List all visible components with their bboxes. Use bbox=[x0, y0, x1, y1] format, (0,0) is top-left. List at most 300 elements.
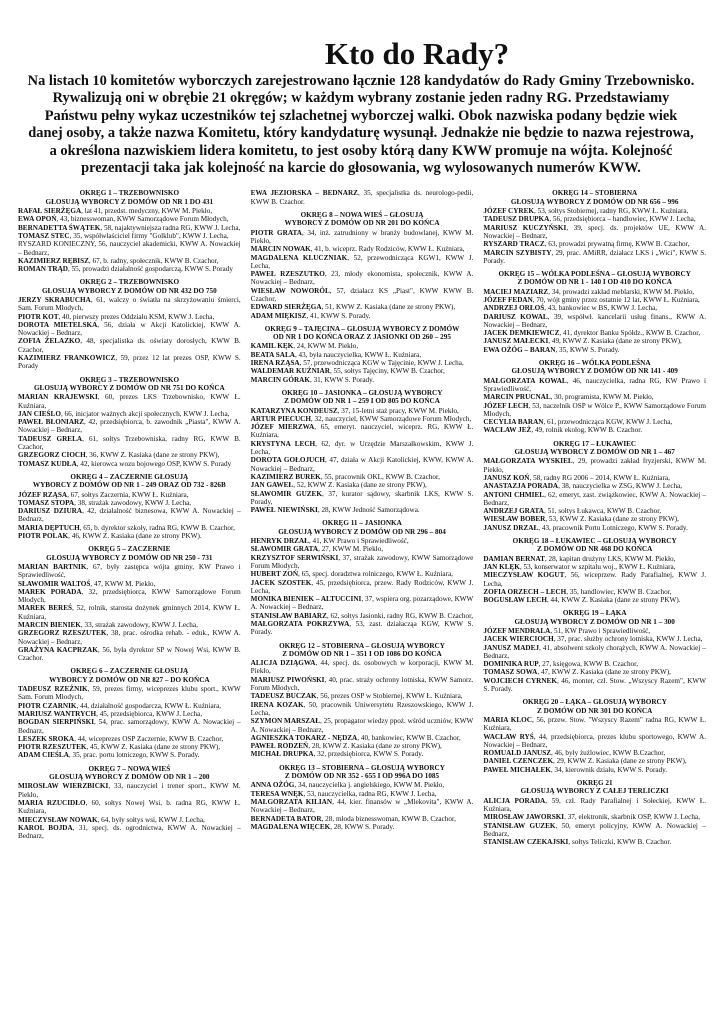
candidate-entry bbox=[483, 337, 706, 345]
district-heading-line: OKRĘG 11 – JASIONKA bbox=[322, 519, 402, 528]
candidate-name: JERZY SKRABUCHA bbox=[18, 296, 91, 304]
candidate-details: , 60, prezes LKS Trzebownisko, KWW Ł. Kuźniara, bbox=[18, 393, 241, 410]
candidate-details: , 37, strażak zawodowy, KWW Samorządowe Forum Młodych, bbox=[250, 553, 474, 570]
candidate-details: , 30, programista, KWW M. Piekło, bbox=[550, 393, 654, 402]
district-heading bbox=[483, 440, 706, 457]
candidate-details: , 36, KWW Z. Kasiaka (dane ze strony PKW), bbox=[85, 451, 220, 460]
candidate-details: , 65, b. dyrektor szkoły, radna RG, KWW B. Czachor, bbox=[79, 523, 235, 532]
candidate-name: MARIA DĘPTUCH bbox=[18, 523, 80, 532]
candidate-details: , 40, bankowiec, KWW B. Czachor, bbox=[357, 733, 461, 742]
district-heading bbox=[18, 376, 241, 393]
candidate-entry bbox=[251, 717, 474, 734]
candidate-entry bbox=[18, 604, 241, 621]
candidate-entry bbox=[18, 735, 241, 743]
candidate-name: JAN CIEŚLO bbox=[18, 409, 61, 418]
district-heading bbox=[483, 270, 706, 287]
candidate-entry bbox=[251, 545, 474, 553]
candidate-details: RYSZARD KONIECZNY, 56, nauczyciel akademicki, KWW A. Nowackiej – Bednarz, bbox=[18, 240, 241, 257]
candidate-name: JACEK SZOSTEK bbox=[250, 578, 312, 587]
candidate-name: MARIUSZ WANTRYCH bbox=[18, 709, 97, 718]
candidate-name: WACŁAW RYŚ bbox=[483, 732, 534, 741]
candidate-entry bbox=[251, 254, 474, 271]
candidate-entry bbox=[251, 823, 474, 831]
district-heading-line: Z DOMÓW OD NR 1 – 259 I OD 805 DO KOŃCA bbox=[284, 397, 440, 406]
candidate-name: JÓZEF MIERZWA bbox=[250, 423, 315, 432]
candidate-name: PIOTR KOT bbox=[18, 312, 59, 321]
candidate-entry bbox=[251, 570, 474, 578]
candidate-details: , 32, nauczyciel, KWW Samorządowe Forum Młodych, bbox=[310, 414, 472, 423]
district-heading-line: OKRĘG 5 – ZACZERNIE bbox=[88, 545, 171, 554]
candidate-name: JANUSZ DRZAŁ bbox=[483, 523, 539, 532]
district-block bbox=[483, 537, 706, 604]
candidate-name: KATARZYNA KONDEUSZ bbox=[250, 406, 338, 415]
candidate-details: , 59, prezes firmy, wiceprezes klubu sport., KWW Sam. Forum Młodych, bbox=[18, 685, 241, 702]
candidate-entry bbox=[18, 685, 241, 702]
candidate-entry bbox=[251, 595, 474, 612]
candidate-entry bbox=[483, 644, 706, 661]
district-heading-line: OKRĘG 3 – TRZEBOWNISKO bbox=[79, 375, 180, 384]
district-heading-line: OKRĘG 2 – TRZEBOWNISKO bbox=[79, 278, 180, 287]
candidate-name: ANDRZEJ GRATA bbox=[483, 507, 544, 516]
candidate-entry bbox=[18, 232, 241, 240]
district-heading bbox=[18, 473, 241, 490]
candidate-entry bbox=[18, 337, 241, 354]
candidate-name: WOJCIECH CYRNEK bbox=[483, 676, 557, 685]
candidate-details: , 24, KWW M. Piekło, bbox=[293, 342, 359, 351]
candidate-details: , 35, współwłaściciel firmy "Golklub", KWW J. Lecha, bbox=[69, 231, 229, 240]
district-heading-line: WYBORCY Z DOMÓW OD NR 1 - 249 ORAZ OD 732 - 826B bbox=[32, 481, 226, 490]
candidate-name: TADEUSZ DRUPKA bbox=[483, 215, 550, 224]
candidate-entry bbox=[18, 710, 241, 718]
district-block bbox=[483, 609, 706, 693]
candidate-details: , 23, młody ekonomista, społecznik, KWW A. Nowackiej – Bednarz, bbox=[250, 270, 474, 287]
candidate-entry bbox=[251, 781, 474, 789]
candidate-details: , 35, handlowiec, KWW B. Czachor, bbox=[566, 587, 672, 596]
candidate-name: JANUSZ MADEJ bbox=[483, 643, 539, 652]
candidate-details: , 63, prowadzi prywatną firmę, KWW B. Czachor, bbox=[544, 240, 690, 249]
candidate-name: KAZIMIERZ FRANKOWICZ bbox=[18, 354, 116, 363]
candidate-details: , 61, sołtys Trzebowniska, radny RG, KWW B. Czachor, bbox=[18, 434, 241, 452]
candidate-details: , 52, przewodnicząca KGW1, KWW J. Lecha, bbox=[250, 253, 474, 270]
candidate-name: ZOFIA ŻELAZKO bbox=[18, 337, 81, 346]
candidate-details: , 29, KWW Z. Kasiaka (dane ze strony PKW), bbox=[553, 757, 687, 766]
candidate-details: , 46, monter, czł. Stow. „Wszyscy Razem", KWW S. Porady. bbox=[483, 676, 707, 694]
candidate-details: , 37, elektronik, skarbnik OSP, KWW J. Lecha, bbox=[564, 813, 700, 822]
article-title: Kto do Rady? bbox=[324, 36, 510, 71]
candidate-details: , lat 41, przedst. medyczny, KWW M. Piekło, bbox=[81, 207, 213, 216]
candidate-entry bbox=[18, 257, 241, 265]
candidate-entry bbox=[483, 677, 706, 694]
candidate-entry bbox=[251, 506, 474, 514]
candidate-entry bbox=[251, 579, 474, 596]
candidate-name: CECYLIA BARAN bbox=[483, 418, 544, 427]
district-block bbox=[251, 764, 474, 831]
candidate-name: DANIEL CZENCZEK bbox=[483, 757, 554, 766]
district-heading-line: GŁOSUJĄ WYBORCY Z DOMÓW OD NR 141 - 409 bbox=[511, 367, 678, 376]
candidate-entry bbox=[483, 668, 706, 676]
candidate-entry bbox=[251, 790, 474, 798]
candidate-details: , 52, KWW Z. Kasiaka (dane ze strony PKW), bbox=[293, 481, 427, 490]
candidate-name: ADAM CIEŚLA bbox=[18, 751, 69, 760]
candidate-name: ANNA OŻÓG bbox=[250, 781, 295, 790]
district-block bbox=[483, 440, 706, 532]
candidate-entry bbox=[18, 435, 241, 452]
candidate-details: , 40, pierwszy prezes Oddziału KSM, KWW J. Lecha, bbox=[58, 312, 215, 321]
candidate-name: MAŁGORZATA KILIAN bbox=[250, 797, 333, 806]
candidate-entry bbox=[483, 555, 706, 563]
candidate-name: ANASTAZJA PORADA bbox=[483, 482, 559, 491]
candidate-entry bbox=[18, 621, 241, 629]
candidate-details: , 51, KW Prawo i Sprawiedliwość, bbox=[550, 626, 651, 635]
candidate-details: , 28, KWW Jedność Samorządowa. bbox=[317, 506, 420, 515]
candidate-entry bbox=[483, 733, 706, 750]
candidate-name: TADEUSZ RZEŹNIK bbox=[18, 685, 88, 694]
candidate-details: , 56, była dyrektor SP w Nowej Wsi, KWW B. Czachor. bbox=[18, 645, 241, 663]
candidate-name: DAMIAN BERNAT bbox=[483, 554, 545, 563]
candidate-details: , 50, pracownik Uniwersytetu Rzeszowskiego, KWW J. Lecha, bbox=[250, 700, 474, 717]
candidate-name: WIESŁAW BOBER bbox=[483, 515, 546, 524]
candidate-details: , 42, działalność biznesowa, KWW A. Nowackiej – Bednarz, bbox=[18, 507, 241, 524]
district-heading-line: OKRĘG 18 – ŁUKAWIEC – GŁOSUJĄ WYBORCY bbox=[512, 537, 677, 546]
candidate-name: TOMASZ STEC bbox=[18, 231, 70, 240]
candidate-details: , 35, prac. portu lotniczego, KWW S. Porady. bbox=[68, 751, 200, 760]
candidate-name: JACEK DEMKIEWICZ bbox=[483, 329, 560, 338]
candidate-entry bbox=[251, 415, 474, 423]
candidate-name: MONIKA BIENIEK – ALTUCCINI bbox=[250, 595, 362, 604]
candidate-entry bbox=[483, 215, 706, 223]
candidate-details: , 65, emeryt. nauczyciel, wiceprz. RG, KWW Ł. Kuźniara, bbox=[250, 423, 474, 440]
candidate-details: , 59, czł. Rady Parafialnej i Sołeckiej, KWW Ł. Kuźniara, bbox=[483, 796, 706, 813]
candidate-name: ANTONI CHMIEL bbox=[483, 490, 545, 499]
candidate-details: , 55, pracownik OKL, KWW B. Czachor, bbox=[320, 472, 440, 481]
article-lead: Na listach 10 komitetów wyborczych zarejestrowano łącznie 128 kandydatów do Rady Gminy Trzebownisko. Rywalizują oni w obrębie 21 okręgów; w każdym wybrany zostanie jeden radny RG. Przedstawiamy Państwu pełny wykaz uczestników tej szlachetnej wyborczej walki. Obok nazwiska podany będzie wiek danej osoby, a także nazwa Komitetu, który kandydaturę wysunął. Jednakże nie będzie to nazwa rejestrowa, a określona nazwiskiem lidera komitetu, to jest osoby którą dany KWW promuje na wójta. Kolejność prezentacji taka jak kolejność na karcie do głosowania, wg wylosowanych numerów KWW. bbox=[27, 73, 695, 177]
candidate-details: , 62, sołtys Jasionki, radny RG, KWW B. Czachor, bbox=[326, 611, 474, 620]
candidate-entry bbox=[483, 482, 706, 490]
candidate-details: , 41, KWW S. Porady. bbox=[306, 311, 371, 320]
candidate-entry bbox=[251, 312, 474, 320]
district-heading-line: GŁOSUJĄ WYBORCY Z DOMÓW OD NR 250 - 731 bbox=[46, 553, 213, 562]
candidate-name: IRENA RZĄSA bbox=[250, 359, 300, 368]
candidate-details: , 48, specjalistka ds. oświaty dorosłych, KWW B. Czachor, bbox=[18, 337, 241, 354]
district-heading-line: OKRĘG 17 – ŁUKAWIEC bbox=[553, 439, 637, 448]
candidate-entry bbox=[18, 824, 241, 841]
candidate-name: TOMASZ SOWA bbox=[483, 668, 538, 677]
candidate-entry bbox=[483, 224, 706, 241]
candidate-name: EWA OŻÓG – BARAN bbox=[483, 345, 556, 354]
candidate-name: PAWEŁ BŁONIARZ bbox=[18, 418, 85, 427]
candidate-name: STANISŁAW BABIARZ bbox=[250, 611, 327, 620]
district-heading bbox=[483, 779, 706, 796]
district-block bbox=[18, 189, 241, 273]
district-block bbox=[483, 359, 706, 435]
candidate-details: , 51, sołtys Łukawca, KWW B. Czachor, bbox=[543, 507, 662, 516]
candidate-name: SZYMON MARSZAŁ bbox=[250, 717, 320, 726]
candidate-details: , 34, kierownik działu, KWW S. Porady. bbox=[550, 765, 668, 774]
district-heading bbox=[483, 609, 706, 626]
candidate-details: , 31, KWW S. Porady. bbox=[309, 375, 375, 384]
candidate-details: , 46, KWW Z. Kasiaka (dane ze strony PKW). bbox=[68, 532, 202, 541]
candidate-name: GRZEGORZ RZESZUTEK bbox=[18, 629, 107, 638]
district-heading-line: GŁOSUJĄ WYBORCY Z CAŁEJ TERLICZKI bbox=[520, 787, 669, 796]
candidate-details: , sołtys Teliczki, KWW B. Czachor. bbox=[568, 838, 672, 847]
candidate-name: ROMAN TRĄD bbox=[18, 265, 68, 274]
candidate-entry bbox=[251, 473, 474, 481]
candidate-details: , 28, KWW S. Porady. bbox=[330, 822, 395, 831]
candidate-name: ALICJA DZIĄGWA bbox=[250, 659, 316, 668]
candidate-name: MACIEJ MAZIARZ bbox=[483, 287, 549, 296]
candidate-details: , 53, nauczycielka, radna RG, KWW J. Lecha, bbox=[303, 789, 437, 798]
candidate-details: , 61, przewodnicząca KGW, KWW J. Lecha, bbox=[543, 418, 673, 427]
district-heading-line: GŁOSUJĄ WYBORCY Z DOMÓW OD NR 656 – 996 bbox=[510, 197, 679, 206]
district-heading-line: OKRĘG 8 – NOWA WIEŚ – GŁOSUJĄ bbox=[300, 211, 424, 220]
candidate-entry bbox=[483, 716, 706, 733]
candidate-name: STANISŁAW CZEKAJSKI bbox=[483, 838, 569, 847]
candidate-name: HUBERT ZOŃ bbox=[250, 570, 299, 579]
candidate-entry bbox=[483, 377, 706, 394]
candidate-details: , 29, prac. AMiRR, działacz LKS i „Wici", KWW S. Porady. bbox=[483, 248, 706, 265]
candidate-details: , 53, zast. działacząa KGW, KWW S. Porady. bbox=[250, 619, 474, 637]
district-block bbox=[251, 325, 474, 384]
candidate-details: , 41, b. wiceprz. Rady Rodziców, KWW Ł. Kuźniara, bbox=[310, 245, 465, 254]
candidate-name: EWA JEZIORSKA – BEDNARZ bbox=[250, 189, 358, 198]
candidate-entry bbox=[483, 426, 706, 434]
candidate-entry bbox=[483, 515, 706, 523]
district-heading bbox=[18, 278, 241, 295]
candidate-entry bbox=[18, 702, 241, 710]
candidate-details: , 39, specj. ds. projektów UE, KWW A. Nowackiej – Bednarz, bbox=[483, 223, 707, 240]
district-heading-line: OD NR 1 DO KOŃCA ORAZ Z JASIONKI OD 260 – 295 bbox=[273, 333, 451, 342]
candidate-entry bbox=[18, 393, 241, 410]
candidate-details: , 41, dyrektor Banku Spółdz., KWW B. Czachor, bbox=[559, 329, 701, 338]
candidate-entry bbox=[18, 499, 241, 507]
candidate-details: , 56, wiceprzew. Rady Parafialnej, KWW J. Lecha, bbox=[483, 571, 707, 588]
candidate-details: , 39, współwł. kancelarii usług finans., KWW A. Nowackiej – Bednarz, bbox=[483, 312, 707, 329]
candidate-details: , 34, nauczycielka j. angielskiego, KWW M. Piekło, bbox=[294, 781, 445, 790]
district-heading-line: GŁOSUJĄ WYBORCY Z DOMÓW OD NR 1 DO 431 bbox=[45, 197, 214, 206]
candidate-entry bbox=[18, 296, 241, 313]
candidate-columns bbox=[18, 189, 706, 851]
candidate-name: WIESŁAW NOWORÓL bbox=[250, 286, 330, 295]
candidate-name: TOMASZ KUDŁA bbox=[18, 459, 77, 468]
candidate-name: IRENA KOZAK bbox=[250, 700, 304, 709]
candidate-details: , 64, były sołtys wsi, KWW J. Lecha, bbox=[97, 815, 205, 824]
candidate-entry bbox=[18, 410, 241, 418]
candidate-details: , 42, kierowca wozu bojowego OSP, KWW S. Porady bbox=[76, 459, 232, 468]
candidate-name: PIOTR RZESZUTEK bbox=[18, 743, 87, 752]
candidate-entry bbox=[18, 460, 241, 468]
candidate-name: DOMINIKA RUP bbox=[483, 660, 539, 669]
candidate-entry bbox=[251, 490, 474, 507]
candidate-name: WALDEMAR KUŹNIAR bbox=[250, 367, 330, 376]
candidate-entry bbox=[18, 816, 241, 824]
candidate-details: , 45, przedsiębiorca, przew. Rady Rodziców, KWW J. Lecha, bbox=[250, 578, 474, 595]
district-block bbox=[483, 270, 706, 354]
candidate-details: , 31, specj. ds. ogrodnictwa, KWW A. Nowackiej – Bednarz, bbox=[18, 823, 241, 841]
candidate-name: ARTUR PIECUCH bbox=[250, 414, 311, 423]
district-block bbox=[18, 667, 241, 759]
candidate-name: MARCIN NOWAK bbox=[250, 245, 311, 254]
district-heading bbox=[483, 189, 706, 206]
candidate-details: , 32, przedsiębiorca, KWW Samorządowe Forum Młodych, bbox=[18, 587, 241, 605]
candidate-details: , 38, nauczycielka w ZSG, KWW J. Lecha, bbox=[558, 482, 683, 491]
candidate-entry bbox=[18, 215, 241, 223]
candidate-details: , 46, nauczycielka, radna RG, KW Prawo i Sprawiedliwość, bbox=[483, 376, 707, 393]
candidate-details: , 57, przewodnicząca KGW w Tajęcinie, KWW J. Lecha, bbox=[299, 359, 464, 368]
district-heading-line: Z DOMÓW OD NR 301 DO KOŃCA bbox=[537, 706, 653, 715]
district-block bbox=[251, 642, 474, 759]
candidate-details: , 45, KWW Z. Kasiaka (dane ze strony PKW), bbox=[86, 743, 221, 752]
candidate-entry bbox=[18, 451, 241, 459]
district-heading-line: WYBORCY Z DOMÓW OD NR 201 DO KOŃCA bbox=[284, 219, 440, 228]
district-heading-line: OKRĘG 7 – NOWA WIEŚ bbox=[88, 764, 171, 773]
candidate-entry bbox=[18, 313, 241, 321]
candidate-entry bbox=[251, 815, 474, 823]
candidate-name: KAZIMIERZ RĘBISZ bbox=[18, 256, 89, 265]
candidate-entry bbox=[251, 620, 474, 637]
candidate-details: , 43, bankowiec w BS, KWW J. Lecha, bbox=[544, 304, 658, 313]
candidate-entry bbox=[483, 457, 706, 474]
candidate-details: , 37, prac. służby ochrony lotniska, KWW J. Lecha, bbox=[553, 635, 703, 644]
candidate-details: , 49, KWW Z. Kasiaka (dane ze strony PKW), bbox=[548, 337, 682, 346]
candidate-entry bbox=[483, 757, 706, 765]
candidate-name: KRYSTYNA LECH bbox=[250, 439, 316, 448]
candidate-name: MIROSŁAW JAWORSKI bbox=[483, 813, 565, 822]
candidate-details: , 43, była nauczycielka, KWW Ł. Kuźniara, bbox=[294, 350, 422, 359]
candidate-details: , 44, KWW Z. Kasiaka (dane ze strony PKW). bbox=[546, 596, 681, 605]
candidate-name: PIOTR GRATA bbox=[250, 228, 302, 237]
candidate-details: , 37, kurator sądowy, skarbnik LKS, KWW S. Porady, bbox=[250, 489, 474, 506]
candidate-name: BOGUSŁAW LECH bbox=[483, 596, 547, 605]
candidate-details: , 47, KWW M. Piekło, bbox=[90, 579, 156, 588]
candidate-entry bbox=[483, 838, 706, 846]
candidate-details: , 43, pracownik Portu Lotniczego, KWW S. Porady. bbox=[538, 523, 688, 532]
candidate-details: , 27, KWW M. Piekło, bbox=[318, 545, 384, 554]
candidate-name: TERESA WNĘK bbox=[250, 789, 304, 798]
candidate-name: DARIUSZ KOWAL bbox=[483, 312, 548, 321]
district-heading-line: WYBORCY Z DOMÓW OD NR 827 – DO KOŃCA bbox=[49, 675, 210, 684]
candidate-entry bbox=[483, 346, 706, 354]
candidate-name: BEATA SALA bbox=[250, 350, 295, 359]
candidate-name: MAGDALENA KLUCZNIAK bbox=[250, 253, 348, 262]
candidate-entry bbox=[483, 304, 706, 312]
candidate-name: PAWEŁ MICHAŁEK bbox=[483, 765, 551, 774]
candidate-entry bbox=[18, 265, 241, 273]
candidate-entry bbox=[18, 646, 241, 663]
candidate-entry bbox=[18, 240, 241, 257]
candidate-name: JAN KLĘK bbox=[483, 562, 520, 571]
candidate-entry bbox=[483, 313, 706, 330]
district-heading bbox=[251, 389, 474, 406]
candidate-name: MAŁGORZATA POKRZYWA bbox=[250, 619, 350, 628]
candidate-entry bbox=[483, 596, 706, 604]
candidate-entry bbox=[483, 588, 706, 596]
candidate-name: MARIA RZUCIDŁO bbox=[18, 798, 86, 807]
candidate-entry bbox=[251, 407, 474, 415]
candidate-name: JÓZEF RZĄSA bbox=[18, 490, 68, 499]
candidate-name: MIECZYSŁAW KOGUT bbox=[483, 571, 565, 580]
district-heading bbox=[483, 537, 706, 554]
candidate-name: MARCIN PRUCNAL bbox=[483, 393, 551, 402]
candidate-name: BOGDAN SIERPIŃSKI bbox=[18, 718, 95, 727]
candidate-details: , 53, naczelnik OSP w Wólce P., KWW Samorządowe Forum Młodych, bbox=[483, 401, 707, 418]
candidate-name: LESZEK SROKA bbox=[18, 734, 75, 743]
candidate-details: , 56, przew. Stow. "Wszyscy Razem" radna RG, KWW Ł. Kuźniara, bbox=[483, 715, 707, 733]
candidate-name: JAN GAWEŁ bbox=[250, 481, 294, 490]
district-heading-line: OKRĘG 20 – ŁĄKA – GŁOSUJĄ WYBORCY bbox=[522, 698, 667, 707]
candidate-details: , 41, absolwent szkoły chorążych, KWW A. Nowackiej – Bednarz, bbox=[483, 643, 707, 660]
district-block bbox=[483, 189, 706, 265]
candidate-entry bbox=[251, 734, 474, 742]
candidate-name: MAREK BEREŚ bbox=[18, 604, 72, 613]
candidate-entry bbox=[251, 676, 474, 693]
candidate-details: , 70, wójt gminy przez ostatnie 12 lat, KWW Ł. Kuźniara, bbox=[532, 296, 700, 304]
district-block bbox=[18, 765, 241, 841]
district-heading-line: OKRĘG 16 – WÓLKA PODLEŚNA bbox=[538, 359, 651, 368]
candidate-name: MARCIN SZYBISTY bbox=[483, 248, 552, 257]
candidate-name: MAGDALENA WIĘCEK bbox=[250, 822, 331, 831]
candidate-name: JÓZEF FEDAN bbox=[483, 296, 533, 304]
candidate-entry bbox=[251, 537, 474, 545]
district-heading-line: OKRĘG 15 – WÓLKA PODLEŚNA – GŁOSUJĄ WYBORCY bbox=[498, 270, 691, 279]
candidate-details: , 56, przedsiębiorca – handlowiec, KWW J. Lecha, bbox=[549, 215, 696, 224]
candidate-entry bbox=[483, 822, 706, 839]
candidate-entry bbox=[18, 224, 241, 232]
candidate-name: DOROTA MIETELSKA bbox=[18, 320, 98, 329]
candidate-details: , 44, działalność gospodarcza, KWW Ł. Kuźniara, bbox=[76, 701, 222, 710]
candidate-entry bbox=[251, 692, 474, 700]
district-heading bbox=[251, 519, 474, 536]
candidate-entry bbox=[18, 629, 241, 646]
candidate-entry bbox=[18, 524, 241, 532]
candidate-name: MAŁGORZATA WYSKIEL bbox=[483, 457, 573, 466]
candidate-details: , 37, 15-letni staż pracy, KWW M. Piekło, bbox=[337, 406, 459, 415]
candidate-details: , 35, KWW S. Porady. bbox=[555, 345, 620, 354]
candidate-name: MAREK PORADA bbox=[18, 587, 82, 596]
candidate-details: , 59, przez 12 lat prezes OSP, KWW S. Porady bbox=[18, 354, 241, 371]
district-block bbox=[251, 211, 474, 320]
candidate-details: , 54, prac. samorządowy, KWW A. Nowackiej – Bednarz, bbox=[18, 718, 241, 735]
district-block bbox=[18, 473, 241, 540]
column-3 bbox=[483, 189, 706, 851]
candidate-entry bbox=[483, 491, 706, 508]
candidate-details: , 27, księgowa, KWW B. Czachor, bbox=[538, 660, 639, 669]
district-heading bbox=[483, 698, 706, 715]
district-heading-line: OKRĘG 19 – ŁĄKA bbox=[562, 609, 627, 618]
candidate-entry bbox=[251, 303, 474, 311]
candidate-details: , 29, prowadzi zakład fryzjerski, KWW M. Piekło, bbox=[483, 457, 707, 474]
column-2 bbox=[251, 189, 474, 851]
candidate-name: ALICJA PORADA bbox=[483, 796, 546, 805]
candidate-name: KRZYSZTOF SERWIŃSKI bbox=[250, 553, 339, 562]
district-heading bbox=[251, 211, 474, 228]
candidate-entry bbox=[483, 207, 706, 215]
candidate-entry bbox=[251, 287, 474, 304]
candidate-details: , 42, przedsiębiorca, b. zawodnik „Piasta", KWW A. Nowackiej – Bednarz, bbox=[18, 418, 241, 435]
candidate-entry bbox=[251, 554, 474, 571]
candidate-entry bbox=[483, 249, 706, 266]
candidate-entry bbox=[483, 813, 706, 821]
candidate-details: , 52, rolnik, starosta dożynek gminnych 2014, KWW Ł. Kuźniara, bbox=[18, 604, 241, 621]
district-heading-line: OKRĘG 6 – ZACZERNIE GŁOSUJĄ bbox=[70, 667, 189, 676]
candidate-details: , 57, działacz KS „Piast", KWW KWW B. Czachor, bbox=[250, 286, 474, 303]
candidate-entry bbox=[251, 376, 474, 384]
district-block bbox=[18, 545, 241, 662]
candidate-name: MARIAN BARTNIK bbox=[18, 562, 87, 571]
candidate-entry bbox=[18, 580, 241, 588]
candidate-name: ZOFIA ORZECH – LECH bbox=[483, 587, 567, 596]
candidate-entry bbox=[483, 329, 706, 337]
district-block bbox=[18, 376, 241, 468]
